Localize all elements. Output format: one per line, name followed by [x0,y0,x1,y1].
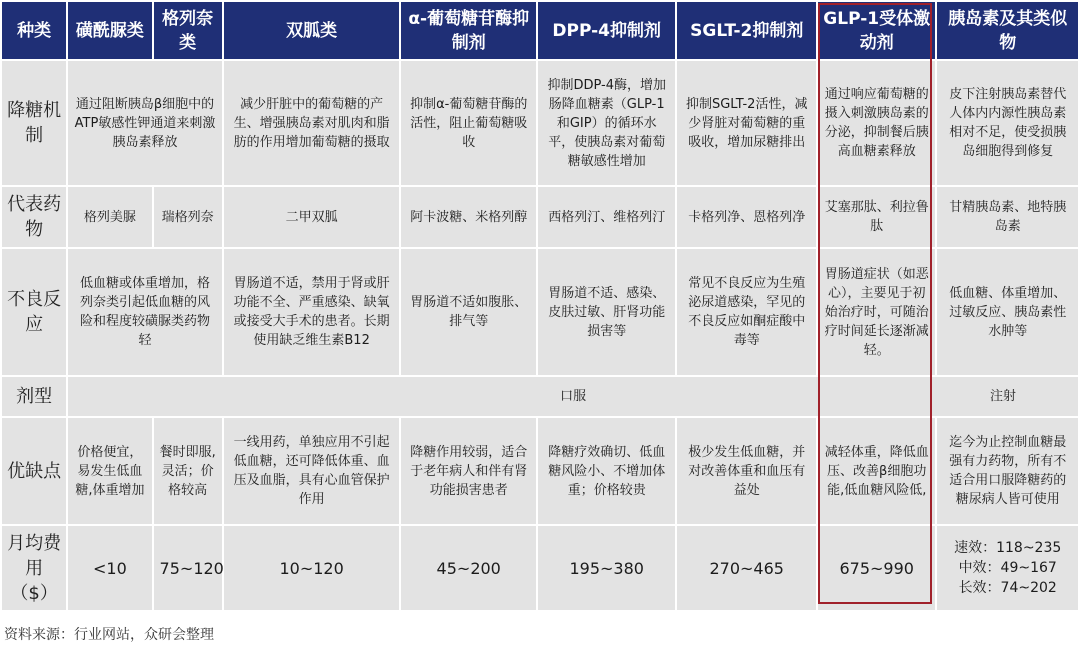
row-label-form: 剂型 [2,377,66,416]
cell-adverse-agi: 胃肠道不适如腹胀、排气等 [401,249,536,375]
cell-cost-dpp4: 195~380 [538,526,676,610]
cell-mechanism-insulin: 皮下注射胰岛素替代人体内内源性胰岛素相对不足，使受损胰岛细胞得到修复 [937,61,1078,185]
header-sulfonylurea: 磺酰脲类 [68,2,151,59]
header-insulin: 胰岛素及其类似物 [937,2,1078,59]
header-category: 种类 [2,2,66,59]
cell-drugs-sulfonylurea: 格列美脲 [68,187,151,247]
header-dpp4: DPP-4抑制剂 [538,2,676,59]
cell-adverse-insulin: 低血糖、体重增加、过敏反应、胰岛素性水肿等 [937,249,1078,375]
header-row [2,2,1078,59]
cell-mechanism-dpp4: 抑制DDP-4酶，增加肠降血糖素（GLP-1和GIP）的循环水平，使胰岛素对葡萄糖敏感性增加 [538,61,676,185]
header-agi: α-葡萄糖苷酶抑制剂 [401,2,536,59]
cell-drugs-insulin: 甘精胰岛素、地特胰岛素 [937,187,1078,247]
cost-intermediate: 中效：49~167 [958,560,1057,576]
cell-drugs-sglt2: 卡格列净、恩格列净 [677,187,816,247]
form-row [2,377,1078,416]
header-biguanide: 双胍类 [224,2,400,59]
pros-row [2,418,1078,524]
cost-row [2,526,1078,610]
cell-mechanism-glp1: 通过响应葡萄糖的摄入刺激胰岛素的分泌，抑制餐后胰高血糖素释放 [818,61,935,185]
cell-cost-agi: 45~200 [401,526,536,610]
cost-long: 长效：74~202 [958,580,1057,596]
row-label-drugs: 代表药物 [2,187,66,247]
header-glinide: 格列奈类 [154,2,222,59]
cell-pros-sulfonylurea: 价格便宜，易发生低血糖,体重增加 [68,418,151,524]
cell-drugs-glp1: 艾塞那肽、利拉鲁肽 [818,187,935,247]
cell-mechanism-sglt2: 抑制SGLT-2活性，减少肾脏对葡萄糖的重吸收，增加尿糖排出 [677,61,816,185]
cell-pros-biguanide: 一线用药，单独应用不引起低血糖，还可降低体重、血压及血脂，具有心血管保护作用 [224,418,400,524]
cell-pros-glinide: 餐时即服,灵活；价格较高 [154,418,222,524]
cell-cost-biguanide: 10~120 [224,526,400,610]
cell-mechanism-biguanide: 减少肝脏中的葡萄糖的产生、增强胰岛素对肌肉和脂肪的作用增加葡萄糖的摄取 [224,61,400,185]
drugs-row [2,187,1078,247]
cell-pros-agi: 降糖作用较弱，适合于老年病人和伴有肾功能损害患者 [401,418,536,524]
cell-drugs-agi: 阿卡波糖、米格列醇 [401,187,536,247]
cell-pros-sglt2: 极少发生低血糖，并对改善体重和血压有益处 [677,418,816,524]
adverse-row [2,249,1078,375]
cell-cost-sglt2: 270~465 [677,526,816,610]
cell-adverse-biguanide: 胃肠道不适，禁用于肾或肝功能不全、严重感染、缺氧或接受大手术的患者。长期使用缺乏维生素B12 [224,249,400,375]
cell-drugs-dpp4: 西格列汀、维格列汀 [538,187,676,247]
cell-cost-glp1: 675~990 [818,526,935,610]
form-injection: 注射 [989,389,1016,404]
cell-cost-glinide: 75~120 [154,526,222,610]
cost-rapid: 速效：118~235 [954,540,1062,556]
row-label-adverse: 不良反应 [2,249,66,375]
cell-pros-insulin: 迄今为止控制血糖最强有力药物，所有不适合用口服降糖药的糖尿病人皆可使用 [937,418,1078,524]
cell-mechanism-agi: 抑制α-葡萄糖苷酶的活性，阻止葡萄糖吸收 [401,61,536,185]
cell-drugs-biguanide: 二甲双胍 [224,187,400,247]
cell-mechanism-secretagogue: 通过阻断胰岛β细胞中的ATP敏感性钾通道来刺激胰岛素释放 [68,61,222,185]
cell-adverse-glp1: 胃肠道症状（如恶心），主要见于初始治疗时，可随治疗时间延长逐渐减轻。 [818,249,935,375]
cell-drugs-glinide: 瑞格列奈 [154,187,222,247]
row-label-cost: 月均费用（$） [2,526,66,610]
cell-pros-dpp4: 降糖疗效确切、低血糖风险小、不增加体重；价格较贵 [538,418,676,524]
cell-cost-insulin [937,526,1078,610]
source-note: 资料来源：行业网站，众研会整理 [4,627,214,643]
header-glp1: GLP-1受体激动剂 [818,2,935,59]
row-label-mechanism: 降糖机制 [2,61,66,185]
cell-form [68,377,1078,416]
header-sglt2: SGLT-2抑制剂 [677,2,816,59]
mechanism-row [2,61,1078,185]
cell-pros-glp1: 减轻体重，降低血压、改善β细胞功能,低血糖风险低, [818,418,935,524]
cell-adverse-secretagogue: 低血糖或体重增加，格列奈类引起低血糖的风险和程度较磺脲类药物轻 [68,249,222,375]
cell-adverse-dpp4: 胃肠道不适、感染、皮肤过敏、肝肾功能损害等 [538,249,676,375]
row-label-pros: 优缺点 [2,418,66,524]
cell-cost-sulfonylurea: <10 [68,526,151,610]
form-oral: 口服 [560,389,587,404]
cell-adverse-sglt2: 常见不良反应为生殖泌尿道感染，罕见的不良反应如酮症酸中毒等 [677,249,816,375]
